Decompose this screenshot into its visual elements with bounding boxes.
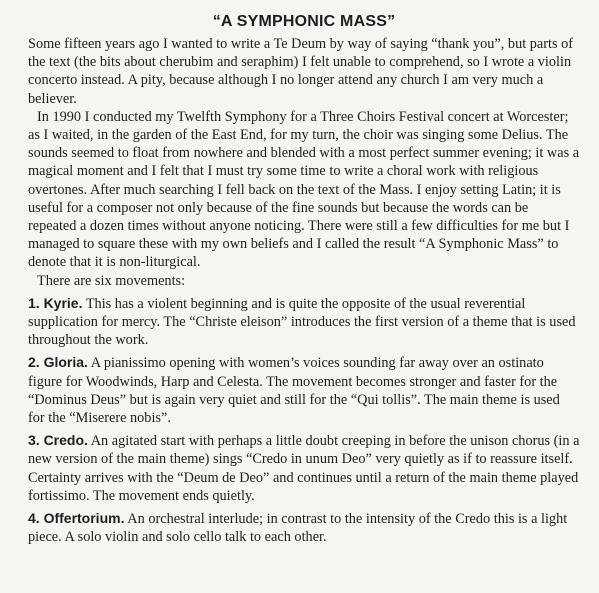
movement-text: This has a violent beginning and is quite the opposite of the usual reverential supplication for mercy. The “Christe eleison” introduces the first version of a theme that is used throughout the work.: [28, 295, 576, 349]
history-paragraph: In 1990 I conducted my Twelfth Symphony for a Three Choirs Festival concert at Worcester; as I waited, in the garden of the East End, for my turn, the choir was singing some Delius. The sounds seemed to float from nowhere and blended with a most perfect summer evening; it was a magical moment and I felt that I must try some time to write a choral work with religious overtones. After much searching I fell back on the text of the Mass. I enjoy setting Latin; it is useful for a composer not only because of the fine sounds but because the words can be repeated a dozen times without anyone noticing. There were still a few difficulties for me but I managed to square these with my own beliefs and I called the result “A Symphonic Mass” to denote that it is non-liturgical.: [28, 108, 580, 271]
movement-text: An agitated start with perhaps a little doubt creeping in before the unison chorus (in a new version of the main theme) sings “Credo in unum Deo” very quietly as if to reassure itself. Certainty arrives with the “Deum de Deo” and continues until a return of the main theme played fortissimo. The movement ends quietly.: [28, 433, 580, 504]
movement-heading: 3. Credo.: [28, 432, 88, 449]
movement-heading: 2. Gloria.: [28, 354, 88, 371]
movement-offertorium: [28, 509, 580, 546]
document-page: [28, 12, 580, 546]
intro-paragraph: Some fifteen years ago I wanted to write a Te Deum by way of saying “thank you”, but parts of the text (the bits about cherubim and seraphim) I felt unable to comprehend, so I wrote a violin concerto instead. A pity, because although I no longer attend any church I am very much a believer.: [28, 36, 574, 107]
page-title: “A SYMPHONIC MASS”: [212, 13, 396, 30]
movement-kyrie: [28, 294, 580, 350]
movement-heading: 1. Kyrie.: [28, 294, 83, 311]
movement-text: A pianissimo opening with women’s voices sounding far away over an ostinato figure for Woodwinds, Harp and Celesta. The movement becomes stronger and faster for the “Dominus Deus” but is again very quiet and still for the “Qui tollis”. The main theme is used for the “Miserere nobis”.: [28, 355, 560, 427]
movement-heading: 4. Offertorium.: [28, 510, 125, 527]
movements-intro: There are six movements:: [37, 272, 186, 289]
movement-credo: [28, 431, 580, 505]
movement-gloria: [28, 353, 580, 427]
movement-text: An orchestral interlude; in contrast to the intensity of the Credo this is a light piece. A solo violin and solo cello talk to each other.: [28, 511, 568, 546]
